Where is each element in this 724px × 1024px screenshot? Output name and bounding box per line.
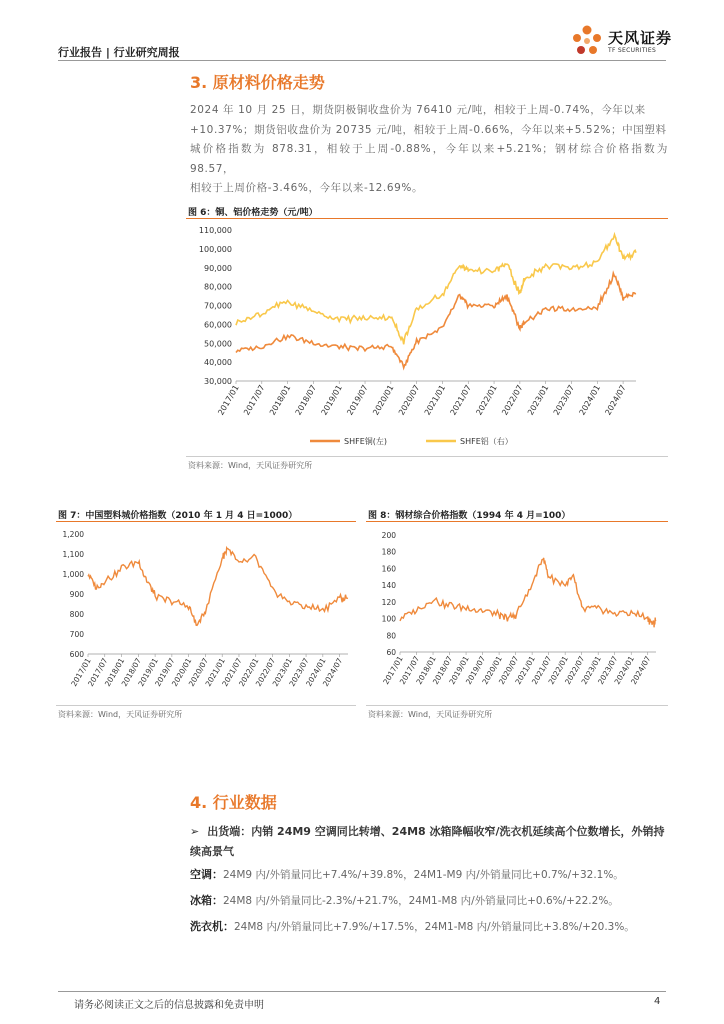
figure-6-source: 资料来源：Wind，天风证券研究所: [188, 461, 313, 470]
arrow-bullet-icon: ➢: [190, 825, 200, 838]
y-tick-label: 1,100: [62, 550, 84, 559]
y-tick-label: 100,000: [198, 244, 232, 254]
figure-7-bottom-rule: [56, 705, 356, 706]
para-line: 2024 年 10 月 25 日，期货阴极铜收盘价为 76410 元/吨，相较于上周-0.74%，今年以来: [190, 104, 646, 116]
legend-label-aluminum: SHFE铝（右）: [460, 437, 513, 446]
x-tick-label: 2018/01: [102, 656, 127, 688]
bullet-text: 出货端：内销 24M9 空调同比转增、24M8 冰箱降幅收窄/洗衣机延续高个位数增长，外销持续高景气: [190, 825, 665, 858]
logo-name: 天风证券: [608, 29, 673, 47]
washer-line: [190, 918, 635, 934]
x-tick-label: 2022/07: [500, 383, 525, 417]
x-tick-label: 2023/01: [525, 383, 551, 417]
y-tick-label: 1,200: [62, 530, 84, 539]
y-tick-label: 30,000: [204, 377, 232, 386]
x-tick-label: 2020/01: [371, 383, 396, 417]
line-label: 洗衣机：: [190, 920, 234, 933]
y-tick-label: 90,000: [204, 263, 232, 273]
x-tick-label: 2023/07: [551, 383, 577, 417]
y-tick-label: 700: [69, 630, 84, 639]
figure-7-source: 资料来源：Wind，天风证券研究所: [58, 710, 183, 719]
y-tick-label: 140: [381, 581, 396, 591]
line-text: 24M8 内/外销量同比-2.3%/+21.7%，24M1-M8 内/外销量同比+0.6%/+22.2%。: [223, 895, 619, 907]
figure-6-bottom-rule: [186, 456, 668, 457]
x-tick-label: 2019/07: [153, 656, 177, 688]
para-line: 相较于上周价格-3.46%，今年以来-12.69%。: [190, 182, 424, 194]
y-tick-label: 900: [69, 590, 84, 599]
y-tick-label: 110,000: [198, 226, 232, 235]
figure-8-bottom-rule: [366, 705, 668, 706]
footer-divider: [58, 991, 666, 992]
para-line: +10.37%；期货铝收盘价为 20735 元/吨，相较于上周-0.66%，今年以来+5.52%；中国塑料: [190, 123, 667, 136]
footer-notice: 请务必阅读正文之后的信息披露和免责申明: [74, 1000, 264, 1011]
figure-6-title: 图 6：铜、铝价格走势（元/吨）: [188, 208, 318, 218]
x-tick-label: 2023/07: [287, 656, 311, 688]
y-tick-label: 70,000: [204, 301, 232, 311]
line-text: 24M9 内/外销量同比+7.4%/+39.8%，24M1-M9 内/外销量同比+0.7%/+32.1%。: [223, 869, 624, 881]
y-tick-label: 50,000: [204, 339, 232, 349]
y-tick-label: 100: [381, 614, 396, 624]
x-tick-label: 2024/07: [603, 383, 628, 417]
figure-8-title: 图 8：钢材综合价格指数（1994 年 4 月=100）: [368, 511, 571, 521]
logo-subtitle: TF SECURITIES: [608, 47, 657, 54]
x-tick-label: 2017/01: [69, 656, 93, 688]
header-divider: [58, 60, 666, 61]
x-tick-label: 2021/07: [448, 383, 473, 417]
x-tick-label: 2024/07: [320, 656, 345, 688]
series-line-2: [236, 235, 636, 345]
y-tick-label: 200: [381, 531, 396, 540]
y-tick-label: 80: [386, 631, 396, 641]
x-tick-label: 2019/01: [319, 383, 344, 417]
x-tick-label: 2020/01: [480, 654, 504, 686]
y-tick-label: 180: [381, 547, 396, 557]
x-tick-label: 2022/01: [237, 656, 261, 688]
x-tick-label: 2022/07: [253, 656, 278, 688]
figure-8-source: 资料来源：Wind，天风证券研究所: [368, 710, 493, 719]
x-tick-label: 2020/07: [186, 656, 211, 688]
figure-7-title: 图 7：中国塑料城价格指数（2010 年 1 月 4 日=1000）: [58, 511, 298, 521]
y-tick-label: 80,000: [204, 282, 232, 292]
x-tick-label: 2019/07: [463, 654, 488, 686]
y-tick-label: 1,000: [62, 570, 84, 579]
x-tick-label: 2024/01: [304, 656, 328, 688]
fridge-line: [190, 892, 619, 908]
para-line: 城价格指数为 878.31，相较于上周-0.88%，今年以来+5.21%；钢材综合价格指数为 98.57，: [190, 143, 668, 175]
line-text: 24M8 内/外销量同比+7.9%/+17.5%，24M1-M8 内/外销量同比+3.8%/+20.3%。: [234, 921, 635, 933]
line-label: 空调：: [190, 868, 223, 881]
series-line-1: [88, 548, 348, 626]
x-tick-label: 2018/07: [430, 654, 455, 686]
series-line-1: [400, 558, 656, 627]
x-tick-label: 2022/01: [474, 383, 499, 417]
x-tick-label: 2020/07: [396, 383, 422, 417]
x-tick-label: 2023/01: [579, 654, 603, 686]
x-tick-label: 2017/07: [242, 383, 267, 417]
y-tick-label: 600: [69, 650, 84, 659]
x-tick-label: 2024/01: [612, 654, 636, 686]
x-tick-label: 2018/01: [267, 383, 293, 417]
x-tick-label: 2017/07: [86, 656, 110, 688]
bullet-point: [190, 822, 670, 862]
x-tick-label: 2023/07: [596, 654, 620, 686]
x-tick-label: 2021/01: [203, 656, 227, 688]
y-tick-label: 800: [69, 610, 84, 619]
x-tick-label: 2024/01: [577, 383, 603, 417]
x-tick-label: 2021/07: [529, 654, 554, 686]
x-tick-label: 2021/01: [422, 383, 448, 417]
series-line-1: [236, 273, 636, 368]
y-tick-label: 40,000: [204, 358, 232, 368]
steel-price-index-chart: [366, 522, 668, 704]
x-tick-label: 2022/07: [563, 654, 587, 686]
logo-mark-icon: [570, 24, 604, 58]
x-tick-label: 2024/07: [629, 654, 653, 686]
section-3-paragraph: [190, 101, 668, 199]
x-tick-label: 2021/07: [220, 656, 244, 688]
report-header: 行业报告 | 行业研究周报: [58, 46, 180, 59]
section-4-title: 4. 行业数据: [190, 793, 277, 812]
x-tick-label: 2018/01: [414, 654, 438, 686]
x-tick-label: 2018/07: [293, 383, 319, 417]
x-tick-label: 2017/01: [216, 383, 241, 417]
page-number: 4: [654, 996, 661, 1007]
x-tick-label: 2017/07: [397, 654, 422, 686]
x-tick-label: 2023/01: [270, 656, 295, 688]
x-tick-label: 2020/01: [169, 656, 194, 688]
x-tick-label: 2022/01: [546, 654, 570, 686]
x-tick-label: 2019/01: [447, 654, 471, 686]
x-tick-label: 2019/01: [136, 656, 160, 688]
line-label: 冰箱：: [190, 894, 223, 907]
x-tick-label: 2021/01: [513, 654, 537, 686]
y-tick-label: 160: [381, 564, 396, 574]
legend-label-copper: SHFE铜(左): [344, 437, 387, 446]
y-tick-label: 60,000: [204, 320, 232, 330]
section-3-title: 3. 原材料价格走势: [190, 73, 325, 92]
copper-aluminum-chart: [186, 219, 668, 455]
x-tick-label: 2020/07: [496, 654, 521, 686]
y-tick-label: 120: [381, 597, 396, 607]
x-tick-label: 2017/01: [381, 654, 405, 686]
plastic-price-index-chart: [56, 522, 356, 704]
company-logo: [570, 24, 680, 58]
y-tick-label: 60: [386, 648, 396, 657]
ac-line: [190, 866, 624, 882]
x-tick-label: 2018/07: [119, 656, 144, 688]
x-tick-label: 2019/07: [345, 383, 370, 417]
